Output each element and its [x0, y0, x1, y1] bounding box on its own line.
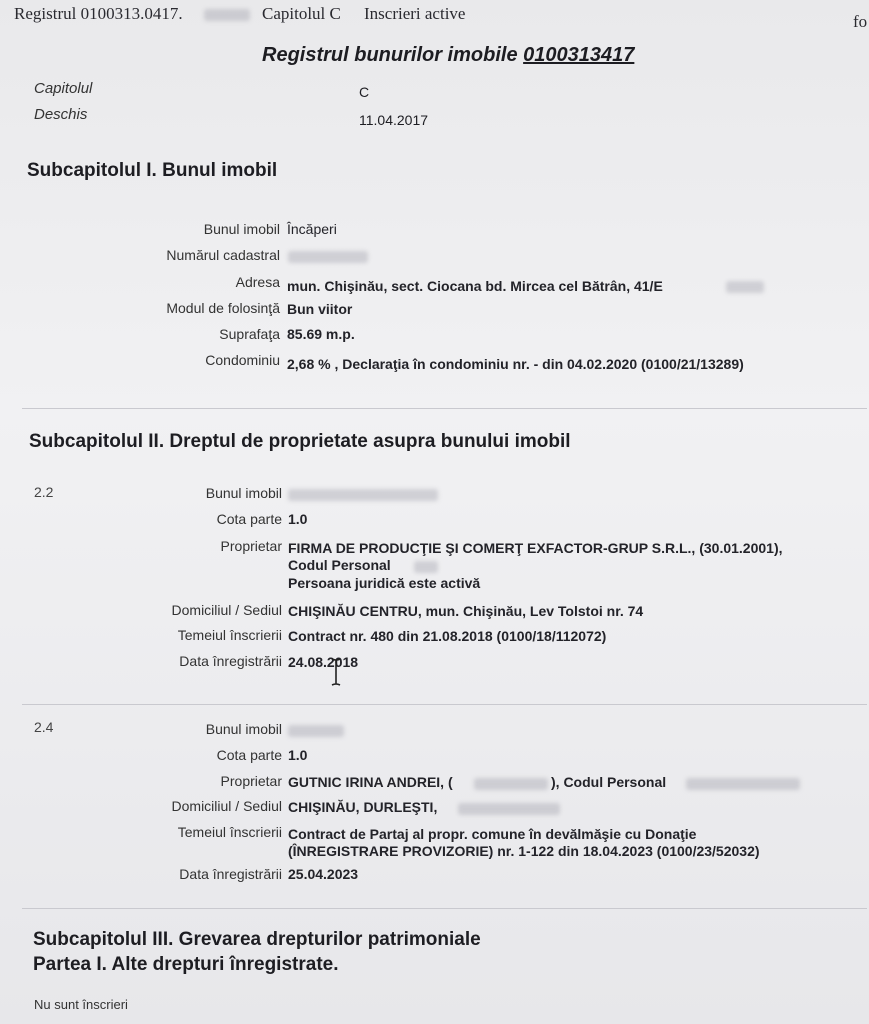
field-label: Cota parte — [216, 747, 282, 763]
field-value: 1.0 — [288, 511, 308, 527]
redacted-block — [414, 561, 438, 573]
field-value: CHIŞINĂU CENTRU, mun. Chişinău, Lev Tolstoi nr. 74 — [288, 603, 644, 619]
edge-text: fo — [853, 12, 868, 31]
field-value: Contract nr. 480 din 21.08.2018 (0100/18/112072) — [288, 628, 607, 644]
field-value: 25.04.2023 — [288, 866, 359, 882]
field-value: mun. Chişinău, sect. Ciocana bd. Mircea cel Bătrân, 41/E — [287, 278, 663, 294]
text-cursor-icon — [330, 657, 342, 687]
divider — [22, 704, 867, 705]
entry-index: 2.4 — [34, 719, 54, 735]
chapter-label: Capitolul C — [262, 4, 341, 23]
opened-label: Deschis — [34, 106, 88, 123]
field-value: Contract de Partaj al propr. comune în devălmăşie cu Donaţie — [288, 826, 697, 842]
page-title: Registrul bunurilor imobile 0100313417 — [262, 44, 635, 66]
redacted-block — [726, 281, 764, 293]
chapter-info-value: C — [359, 84, 370, 100]
field-label: Adresa — [235, 274, 280, 290]
field-label: Bunul imobil — [205, 485, 282, 501]
divider — [22, 408, 867, 409]
field-label: Data înregistrării — [179, 866, 282, 882]
field-label: Suprafaţa — [219, 326, 280, 342]
section-heading-1: Subcapitolul I. Bunul imobil — [27, 160, 278, 181]
field-label: Data înregistrării — [179, 653, 282, 669]
field-value: 1.0 — [288, 747, 308, 763]
registry-label: Registrul 0100313.0417. — [14, 4, 183, 23]
field-label: Bunul imobil — [203, 221, 280, 237]
opened-value: 11.04.2017 — [359, 112, 429, 128]
field-value: Codul Personal — [288, 557, 391, 573]
status-label: Inscrieri active — [364, 4, 466, 23]
chapter-info-label: Capitolul — [34, 80, 93, 97]
field-label: Cota parte — [216, 511, 282, 527]
field-value: ), Codul Personal — [551, 774, 667, 790]
redacted-block — [288, 489, 438, 501]
field-value: (ÎNREGISTRARE PROVIZORIE) nr. 1-122 din 18.04.2023 (0100/23/52032) — [288, 843, 760, 859]
divider — [22, 908, 867, 909]
redacted-block — [204, 9, 250, 21]
field-value: Persoana juridică este activă — [288, 575, 481, 591]
entry-index: 2.2 — [34, 484, 54, 500]
redacted-block — [288, 251, 368, 263]
field-label: Condominiu — [205, 352, 280, 368]
field-label: Proprietar — [220, 773, 282, 789]
field-label: Bunul imobil — [205, 721, 282, 737]
field-value: 2,68 % , Declaraţia în condominiu nr. - din 04.02.2020 (0100/21/13289) — [287, 356, 744, 372]
field-label: Domiciliul / Sediul — [171, 602, 282, 618]
field-value: FIRMA DE PRODUCŢIE ŞI COMERŢ EXFACTOR-GRUP S.R.L., (30.01.2001), — [288, 540, 783, 556]
field-label: Numărul cadastral — [166, 247, 280, 263]
field-value: Încăperi — [287, 221, 337, 237]
field-label: Domiciliul / Sediul — [171, 798, 282, 814]
field-label: Proprietar — [220, 538, 282, 554]
registry-number: 0100313417 — [523, 44, 635, 66]
section-heading-2: Subcapitolul II. Dreptul de proprietate asupra bunului imobil — [29, 431, 571, 452]
field-value: 85.69 m.p. — [287, 326, 355, 342]
field-value: Bun viitor — [287, 301, 353, 317]
redacted-block — [288, 725, 344, 737]
redacted-block — [458, 803, 560, 815]
section-heading-3: Subcapitolul III. Grevarea drepturilor patrimoniale — [33, 929, 481, 950]
field-value: GUTNIC IRINA ANDREI, ( — [288, 774, 453, 790]
part-heading: Partea I. Alte drepturi înregistrate. — [33, 954, 339, 975]
redacted-block — [474, 778, 548, 790]
field-label: Modul de folosinţă — [166, 300, 280, 316]
no-entries-note: Nu sunt înscrieri — [34, 997, 128, 1012]
field-value: 24.08.2018 — [288, 654, 359, 670]
redacted-block — [686, 778, 800, 790]
field-label: Temeiul înscrierii — [177, 627, 282, 643]
field-label: Temeiul înscrierii — [177, 824, 282, 840]
field-value: CHIŞINĂU, DURLEŞTI, — [288, 799, 438, 815]
